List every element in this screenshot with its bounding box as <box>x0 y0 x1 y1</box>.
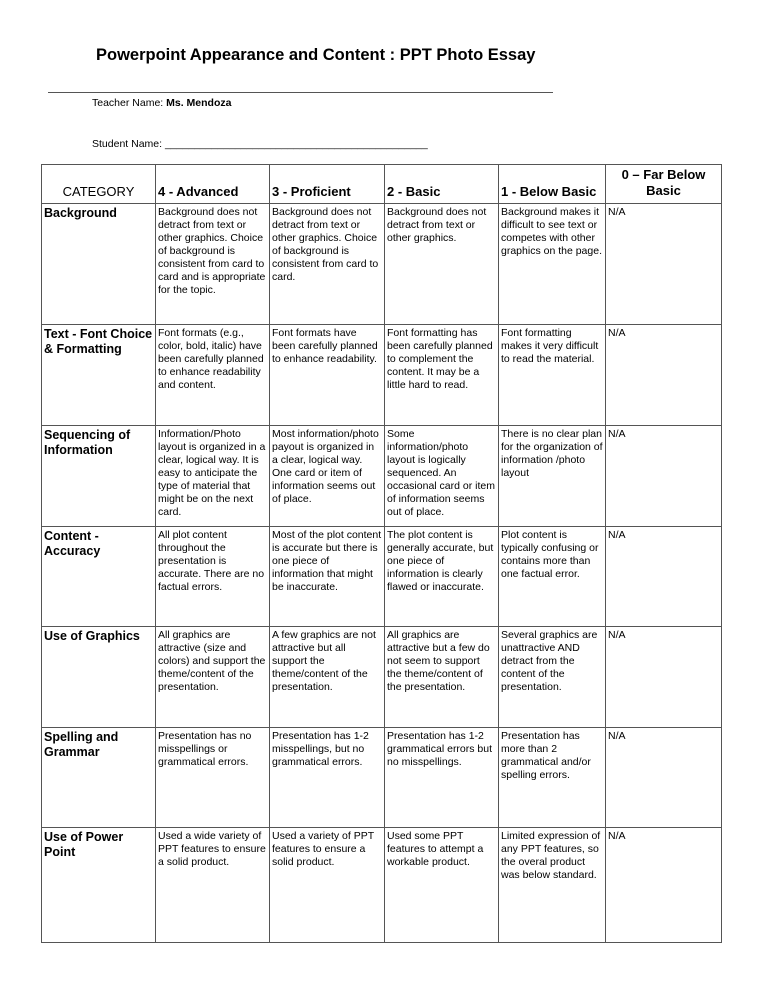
table-cell: Some information/photo layout is logically sequenced. An occasional card or item of information seems out of place. <box>385 426 499 527</box>
table-cell: N/A <box>606 627 722 728</box>
table-row <box>42 527 722 627</box>
header-category: CATEGORY <box>42 165 156 204</box>
table-cell: N/A <box>606 728 722 828</box>
table-cell: Background does not detract from text or other graphics. Choice of background is consistent from card to card and is appropriate for the topic. <box>156 204 270 325</box>
table-row <box>42 204 722 325</box>
table-cell: N/A <box>606 426 722 527</box>
header-below-basic: 1 - Below Basic <box>499 165 606 204</box>
table-cell: Used some PPT features to attempt a workable product. <box>385 828 499 943</box>
table-cell: N/A <box>606 527 722 627</box>
table-cell: Font formats have been carefully planned to enhance readability. <box>270 325 385 426</box>
row-category: Sequencing of Information <box>42 426 156 527</box>
teacher-label: Teacher Name: <box>92 97 167 109</box>
row-category: Background <box>42 204 156 325</box>
table-row <box>42 828 722 943</box>
table-cell: Font formatting makes it very difficult to read the material. <box>499 325 606 426</box>
teacher-name: Ms. Mendoza <box>166 97 232 109</box>
table-cell: Presentation has 1-2 grammatical errors but no misspellings. <box>385 728 499 828</box>
header-basic: 2 - Basic <box>385 165 499 204</box>
table-cell: N/A <box>606 828 722 943</box>
table-cell: Most of the plot content is accurate but there is one piece of information that might be inaccurate. <box>270 527 385 627</box>
table-cell: All graphics are attractive but a few do not seem to support the theme/content of the presentation. <box>385 627 499 728</box>
table-cell: Presentation has 1-2 misspellings, but no grammatical errors. <box>270 728 385 828</box>
row-category: Text - Font Choice & Formatting <box>42 325 156 426</box>
header-far-below-basic: 0 – Far Below Basic <box>606 165 722 204</box>
header-proficient: 3 - Proficient <box>270 165 385 204</box>
table-cell: Font formats (e.g., color, bold, italic) have been carefully planned to enhance readability and content. <box>156 325 270 426</box>
table-cell: N/A <box>606 204 722 325</box>
rubric-table <box>41 164 722 943</box>
table-cell: The plot content is generally accurate, but one piece of information is clearly flawed or inaccurate. <box>385 527 499 627</box>
table-cell: Used a wide variety of PPT features to ensure a solid product. <box>156 828 270 943</box>
header-advanced: 4 - Advanced <box>156 165 270 204</box>
row-category: Spelling and Grammar <box>42 728 156 828</box>
header-row <box>42 165 722 204</box>
document-title: Powerpoint Appearance and Content : PPT Photo Essay <box>96 46 536 64</box>
table-cell: Background does not detract from text or other graphics. Choice of background is consistent from card to card. <box>270 204 385 325</box>
table-cell: Presentation has more than 2 grammatical and/or spelling errors. <box>499 728 606 828</box>
table-cell: Several graphics are unattractive AND detract from the content of the presentation. <box>499 627 606 728</box>
table-cell: Limited expression of any PPT features, so the overal product was below standard. <box>499 828 606 943</box>
row-category: Content - Accuracy <box>42 527 156 627</box>
title-divider <box>48 92 553 93</box>
table-cell: There is no clear plan for the organization of information /photo layout <box>499 426 606 527</box>
row-category: Use of Graphics <box>42 627 156 728</box>
teacher-line <box>92 97 231 109</box>
table-row <box>42 627 722 728</box>
table-cell: A few graphics are not attractive but all support the theme/content of the presentation. <box>270 627 385 728</box>
table-row <box>42 325 722 426</box>
table-cell: N/A <box>606 325 722 426</box>
student-line: Student Name: _____________________________________________ <box>92 138 428 150</box>
table-cell: Background makes it difficult to see text or competes with other graphics on the page. <box>499 204 606 325</box>
table-cell: Most information/photo payout is organized in a clear, logical way. One card or item of information seems out of place. <box>270 426 385 527</box>
table-cell: Font formatting has been carefully planned to complement the content. It may be a little hard to read. <box>385 325 499 426</box>
table-cell: All plot content throughout the presentation is accurate. There are no factual errors. <box>156 527 270 627</box>
table-cell: Plot content is typically confusing or contains more than one factual error. <box>499 527 606 627</box>
table-cell: All graphics are attractive (size and colors) and support the theme/content of the presentation. <box>156 627 270 728</box>
table-cell: Information/Photo layout is organized in a clear, logical way. It is easy to anticipate the type of material that might be on the next card. <box>156 426 270 527</box>
table-cell: Used a variety of PPT features to ensure a solid product. <box>270 828 385 943</box>
row-category: Use of Power Point <box>42 828 156 943</box>
table-row <box>42 426 722 527</box>
table-cell: Presentation has no misspellings or grammatical errors. <box>156 728 270 828</box>
table-cell: Background does not detract from text or other graphics. <box>385 204 499 325</box>
table-row <box>42 728 722 828</box>
